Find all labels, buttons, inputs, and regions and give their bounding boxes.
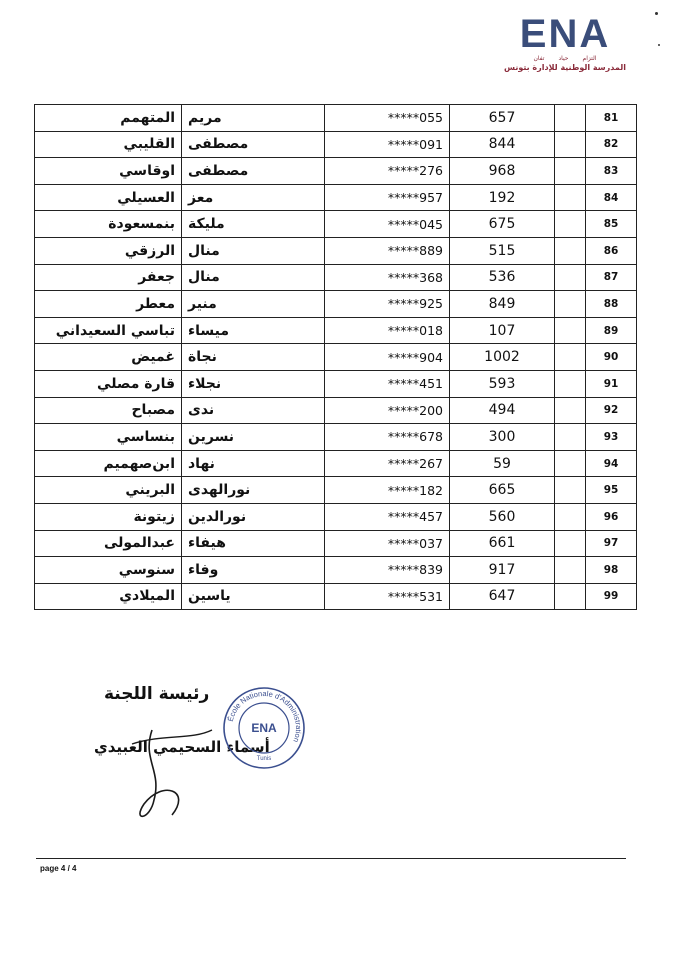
last-name-cell: القليبي <box>35 131 182 158</box>
row-number-cell: 89 <box>586 317 637 344</box>
row-number-cell: 88 <box>586 291 637 318</box>
page-number: page 4 / 4 <box>40 864 77 873</box>
table-row <box>35 397 637 424</box>
id-number-cell: *****055 <box>325 105 450 132</box>
score-cell: 849 <box>450 291 555 318</box>
first-name-cell: مصطفى <box>182 131 325 158</box>
table-row <box>35 477 637 504</box>
first-name-cell: نجلاء <box>182 370 325 397</box>
institution-name: المدرسة الوطنية للإدارة بتونس <box>504 63 626 72</box>
spacer-cell <box>555 105 586 132</box>
first-name-cell: نورالهدى <box>182 477 325 504</box>
tagline-word: حياد <box>558 55 569 62</box>
spacer-cell <box>555 291 586 318</box>
score-cell: 560 <box>450 503 555 530</box>
table-row <box>35 158 637 185</box>
row-number-cell: 95 <box>586 477 637 504</box>
spacer-cell <box>555 344 586 371</box>
last-name-cell: عبدالمولى <box>35 530 182 557</box>
table-row <box>35 105 637 132</box>
last-name-cell: معطر <box>35 291 182 318</box>
first-name-cell: نورالدين <box>182 503 325 530</box>
row-number-cell: 99 <box>586 583 637 610</box>
last-name-cell: سنوسي <box>35 557 182 584</box>
id-number-cell: *****267 <box>325 450 450 477</box>
first-name-cell: نهاد <box>182 450 325 477</box>
last-name-cell: غميض <box>35 344 182 371</box>
score-cell: 917 <box>450 557 555 584</box>
id-number-cell: *****368 <box>325 264 450 291</box>
score-cell: 59 <box>450 450 555 477</box>
table-row <box>35 344 637 371</box>
score-cell: 107 <box>450 317 555 344</box>
id-number-cell: *****531 <box>325 583 450 610</box>
spacer-cell <box>555 237 586 264</box>
table-row <box>35 370 637 397</box>
table-row <box>35 424 637 451</box>
row-number-cell: 86 <box>586 237 637 264</box>
score-cell: 657 <box>450 105 555 132</box>
last-name-cell: زيتونة <box>35 503 182 530</box>
last-name-cell: بنمسعودة <box>35 211 182 238</box>
spacer-cell <box>555 184 586 211</box>
last-name-cell: البريني <box>35 477 182 504</box>
row-number-cell: 96 <box>586 503 637 530</box>
last-name-cell: الرزقي <box>35 237 182 264</box>
row-number-cell: 82 <box>586 131 637 158</box>
handwritten-signature <box>92 700 242 830</box>
id-number-cell: *****200 <box>325 397 450 424</box>
official-stamp <box>222 686 306 770</box>
table-row <box>35 557 637 584</box>
last-name-cell: الميلادي <box>35 583 182 610</box>
id-number-cell: *****678 <box>325 424 450 451</box>
score-cell: 661 <box>450 530 555 557</box>
id-number-cell: *****045 <box>325 211 450 238</box>
spacer-cell <box>555 583 586 610</box>
table-row <box>35 131 637 158</box>
table-row <box>35 503 637 530</box>
spacer-cell <box>555 317 586 344</box>
table-row <box>35 317 637 344</box>
first-name-cell: مريم <box>182 105 325 132</box>
spacer-cell <box>555 450 586 477</box>
results-table <box>34 104 637 610</box>
id-number-cell: *****889 <box>325 237 450 264</box>
id-number-cell: *****091 <box>325 131 450 158</box>
last-name-cell: بنساسي <box>35 424 182 451</box>
first-name-cell: معز <box>182 184 325 211</box>
row-number-cell: 83 <box>586 158 637 185</box>
id-number-cell: *****839 <box>325 557 450 584</box>
score-cell: 665 <box>450 477 555 504</box>
scan-speck <box>658 44 660 46</box>
first-name-cell: منال <box>182 237 325 264</box>
row-number-cell: 97 <box>586 530 637 557</box>
tagline-word: التزام <box>582 55 597 62</box>
first-name-cell: منير <box>182 291 325 318</box>
last-name-cell: ابن‌صهميم <box>35 450 182 477</box>
last-name-cell: تباسي السعيداني <box>35 317 182 344</box>
score-cell: 675 <box>450 211 555 238</box>
logo-mark <box>500 14 630 54</box>
last-name-cell: العسيلي <box>35 184 182 211</box>
first-name-cell: ياسين <box>182 583 325 610</box>
id-number-cell: *****457 <box>325 503 450 530</box>
last-name-cell: قارة مصلي <box>35 370 182 397</box>
score-cell: 593 <box>450 370 555 397</box>
table-row <box>35 450 637 477</box>
id-number-cell: *****182 <box>325 477 450 504</box>
spacer-cell <box>555 397 586 424</box>
score-cell: 1002 <box>450 344 555 371</box>
id-number-cell: *****925 <box>325 291 450 318</box>
row-number-cell: 87 <box>586 264 637 291</box>
score-cell: 192 <box>450 184 555 211</box>
first-name-cell: منال <box>182 264 325 291</box>
score-cell: 300 <box>450 424 555 451</box>
last-name-cell: اوقاسي <box>35 158 182 185</box>
last-name-cell: مصباح <box>35 397 182 424</box>
table-row <box>35 530 637 557</box>
spacer-cell <box>555 211 586 238</box>
table-row <box>35 211 637 238</box>
row-number-cell: 94 <box>586 450 637 477</box>
spacer-cell <box>555 424 586 451</box>
ena-logo <box>500 14 630 84</box>
row-number-cell: 92 <box>586 397 637 424</box>
id-number-cell: *****957 <box>325 184 450 211</box>
stamp-center-text: ENA <box>251 721 277 735</box>
spacer-cell <box>555 264 586 291</box>
stamp-ring-text: École Nationale d'Administration <box>225 688 304 744</box>
score-cell: 494 <box>450 397 555 424</box>
spacer-cell <box>555 131 586 158</box>
footer-divider <box>36 858 626 859</box>
results-table-body <box>35 105 637 610</box>
spacer-cell <box>555 477 586 504</box>
spacer-cell <box>555 557 586 584</box>
logo-tagline <box>500 55 630 62</box>
score-cell: 647 <box>450 583 555 610</box>
spacer-cell <box>555 370 586 397</box>
table-row <box>35 264 637 291</box>
tagline-word: تفان <box>533 55 545 62</box>
table-row <box>35 237 637 264</box>
last-name-cell: المتهمم <box>35 105 182 132</box>
table-row <box>35 291 637 318</box>
row-number-cell: 90 <box>586 344 637 371</box>
score-cell: 968 <box>450 158 555 185</box>
score-cell: 844 <box>450 131 555 158</box>
logo-text: ENA <box>519 12 611 56</box>
first-name-cell: نجاة <box>182 344 325 371</box>
first-name-cell: هيفاء <box>182 530 325 557</box>
signature-title: رئيسة اللجنة <box>104 684 210 704</box>
table-row <box>35 583 637 610</box>
row-number-cell: 91 <box>586 370 637 397</box>
first-name-cell: مليكة <box>182 211 325 238</box>
first-name-cell: مصطفى <box>182 158 325 185</box>
spacer-cell <box>555 530 586 557</box>
last-name-cell: جعفر <box>35 264 182 291</box>
first-name-cell: نسرين <box>182 424 325 451</box>
first-name-cell: ندى <box>182 397 325 424</box>
first-name-cell: وفاء <box>182 557 325 584</box>
id-number-cell: *****276 <box>325 158 450 185</box>
id-number-cell: *****037 <box>325 530 450 557</box>
spacer-cell <box>555 503 586 530</box>
score-cell: 536 <box>450 264 555 291</box>
first-name-cell: ميساء <box>182 317 325 344</box>
id-number-cell: *****904 <box>325 344 450 371</box>
id-number-cell: *****451 <box>325 370 450 397</box>
row-number-cell: 85 <box>586 211 637 238</box>
score-cell: 515 <box>450 237 555 264</box>
stamp-city: Tunis <box>256 756 272 762</box>
row-number-cell: 81 <box>586 105 637 132</box>
id-number-cell: *****018 <box>325 317 450 344</box>
row-number-cell: 93 <box>586 424 637 451</box>
spacer-cell <box>555 158 586 185</box>
row-number-cell: 98 <box>586 557 637 584</box>
scan-speck <box>655 12 658 15</box>
signatory-name: أسماء السحيمي العبيدي <box>94 738 270 756</box>
row-number-cell: 84 <box>586 184 637 211</box>
table-row <box>35 184 637 211</box>
